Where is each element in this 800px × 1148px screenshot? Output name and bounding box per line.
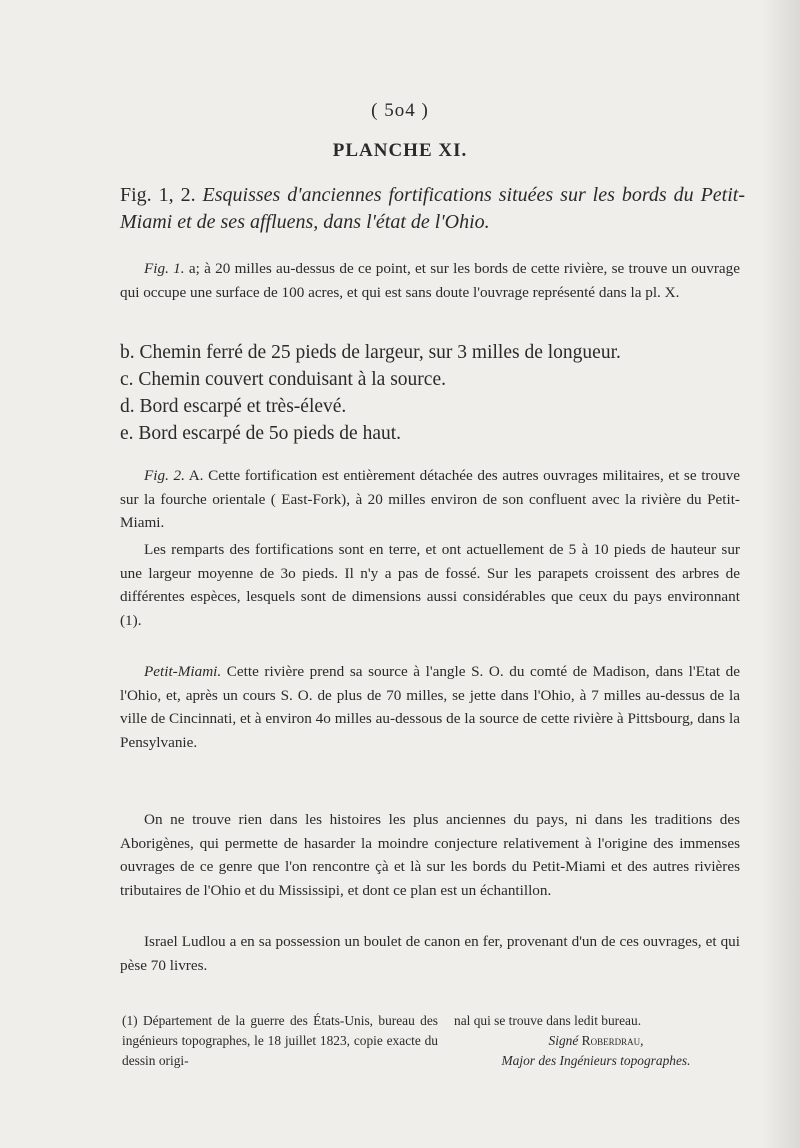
fig1-paragraph: [120, 257, 740, 304]
histories-text: On ne trouve rien dans les histoires les plus anciennes du pays, ni dans les traditions des Aborigènes, qui permette de hasarder la moindre conjecture relativement à l'origine des immenses ouvrages de ce genre que l'on rencontre çà et là sur les bords du Petit-Miami et des autres rivières tributaires de l'Ohio et du Mississipi, et dont ce plan est un échantillon.: [120, 811, 740, 899]
page-number: ( 5o4 ): [371, 100, 429, 121]
legend-item-b: b. Chemin ferré de 25 pieds de largeur, sur 3 milles de longueur.: [120, 342, 621, 363]
legend-item-d: d. Bord escarpé et très-élevé.: [120, 396, 347, 417]
footnote-signature: [454, 1031, 738, 1051]
fig2-text: A. Cette fortification est entièrement détachée des autres ouvrages militaires, et se trouve sur la fourche orientale ( East-Fork), à 20 milles environ de son confluent avec la rivière du Petit-Miami.: [120, 467, 740, 531]
ludlou-text: Israel Ludlou a en sa possession un boulet de canon en fer, provenant d'un de ces ouvrages, et qui pèse 70 livres.: [120, 933, 740, 974]
petit-miami-text: Cette rivière prend sa source à l'angle S. O. du comté de Madison, dans l'Etat de l'Ohio, et, après un cours S. O. de plus de 70 milles, se jette dans l'Ohio, à 7 milles au-dessus de la ville de Cincinnati, et à environ 4o milles au-dessous de la source de cette rivière à Pittsbourg, dans la Pensylvanie.: [120, 663, 740, 751]
fig1-text: a; à 20 milles au-dessus de ce point, et sur les bords de cette rivière, se trouve un ouvrage qui occupe une surface de 100 acres, et qui est sans doute l'ouvrage représenté dans la pl. X.: [120, 260, 740, 301]
ramparts-paragraph: [120, 538, 740, 632]
legend-item-e: e. Bord escarpé de 5o pieds de haut.: [120, 423, 402, 444]
plate-title: PLANCHE XI.: [332, 140, 468, 161]
page-edge-shadow: [762, 0, 800, 1148]
figure-heading-title: Esquisses d'anciennes fortifications situées sur les bords du Petit-Miami et de ses affluens, dans l'état de l'Ohio.: [120, 184, 745, 233]
signed-name: Roberdrau,: [581, 1033, 644, 1048]
histories-paragraph: [120, 808, 740, 902]
fig2-label: Fig. 2.: [144, 467, 185, 484]
footnote-left-text: (1) Département de la guerre des États-Unis, bureau des ingénieurs topographes, le 18 juillet 1823, copie exacte du dessin origi-: [122, 1013, 438, 1068]
petit-miami-paragraph: [120, 660, 740, 754]
ramparts-text: Les remparts des fortifications sont en terre, et ont actuellement de 5 à 10 pieds de hauteur sur une largeur moyenne de 3o pieds. Il n'y a pas de fossé. Sur les parapets croissent des arbres de différentes espèces, lesquels sont de dimensions aussi considérables que ceux du pays environnant (1).: [120, 541, 740, 629]
footnote-left: [122, 1011, 438, 1071]
footnote-right-line1: nal qui se trouve dans ledit bureau.: [454, 1013, 642, 1028]
footnote-right: [454, 1011, 738, 1071]
figure-heading: [120, 182, 745, 236]
fig1-label: Fig. 1.: [144, 260, 185, 277]
fig2-paragraph: [120, 464, 740, 535]
signed-title: Major des Ingénieurs topographes.: [501, 1053, 691, 1068]
figure-heading-label: Fig. 1, 2.: [120, 184, 196, 206]
petit-miami-label: Petit-Miami.: [144, 663, 222, 680]
signed-label: Signé: [548, 1033, 579, 1048]
ludlou-paragraph: [120, 930, 740, 977]
legend-item-c: c. Chemin couvert conduisant à la source.: [120, 369, 446, 390]
